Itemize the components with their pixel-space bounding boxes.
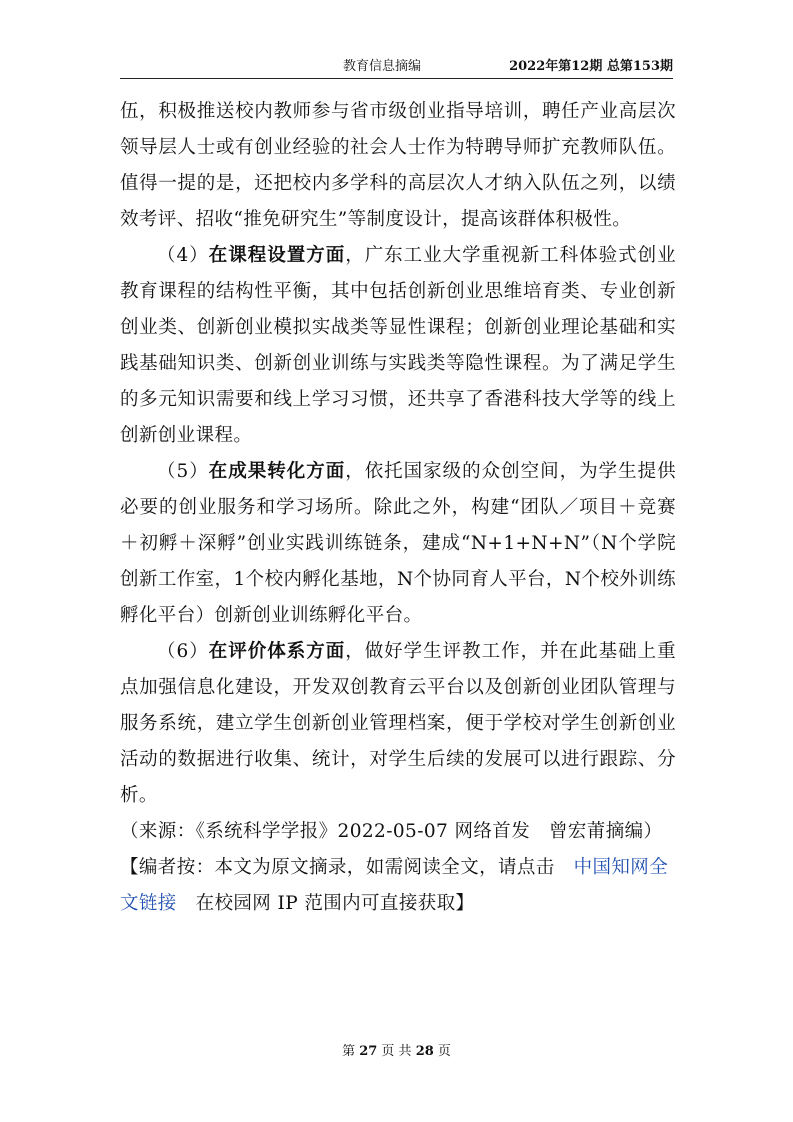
footer-suffix: 页 [433, 1044, 451, 1059]
paragraph-text: ，依托国家级的众创空间，为学生提供必要的创业服务和学习场所。除此之外，构建“团队／项目＋竞赛＋初孵＋深孵”创业实践训练链条，建成“N+1+N+N”（N个学院创新工作室，1个校内孵化基地，N个协同育人平台，N个校外训练孵化平台）创新创业训练孵化平台。 [120, 461, 676, 626]
footer-middle: 页 共 [377, 1044, 416, 1059]
editor-note-prefix: 【编者按：本文为原文摘录，如需阅读全文，请点击 [120, 857, 574, 878]
page-footer [0, 1040, 793, 1059]
section-heading: 在课程设置方面 [208, 245, 346, 266]
item-number: （4） [157, 245, 209, 266]
cnki-fulltext-link[interactable]: 中国知网全文链接 [120, 857, 669, 914]
source-citation: （来源：《系统科学学报》2022-05-07 网络首发 曾宏莆摘编） [120, 821, 663, 842]
issue-number: 2022年第12期 总第153期 [509, 59, 673, 74]
article-body [120, 94, 676, 922]
footer-prefix: 第 [342, 1044, 360, 1059]
total-pages: 28 [415, 1044, 434, 1059]
editor-note-suffix: 在校园网 IP 范围内可直接获取】 [176, 893, 475, 914]
item-number: （5） [157, 461, 209, 482]
paragraph-evaluation [120, 634, 676, 814]
item-number: （6） [157, 641, 209, 662]
section-heading: 在成果转化方面 [208, 461, 346, 482]
header-divider [120, 78, 673, 79]
current-page: 27 [359, 1044, 378, 1059]
editor-note [120, 850, 676, 922]
paragraph-text: ，做好学生评教工作，并在此基础上重点加强信息化建设，开发双创教育云平台以及创新创业团队管理与服务系统，建立学生创新创业管理档案，便于学校对学生创新创业活动的数据进行收集、统计，对学生后续的发展可以进行跟踪、分析。 [120, 641, 676, 806]
paragraph-achievement [120, 454, 676, 634]
paragraph-curriculum [120, 238, 676, 454]
paragraph-continuation: 伍，积极推送校内教师参与省市级创业指导培训，聘任产业高层次领导层人士或有创业经验的社会人士作为特聘导师扩充教师队伍。值得一提的是，还把校内多学科的高层次人才纳入队伍之列，以绩效考评、招收“推免研究生”等制度设计，提高该群体积极性。 [120, 101, 676, 230]
publication-name: 教育信息摘编 [343, 59, 422, 74]
page-header [120, 55, 673, 75]
section-heading: 在评价体系方面 [208, 641, 346, 662]
paragraph-text: ，广东工业大学重视新工科体验式创业教育课程的结构性平衡，其中包括创新创业思维培育类、专业创新创业类、创新创业模拟实战类等显性课程；创新创业理论基础和实践基础知识类、创新创业训练与实践类等隐性课程。为了满足学生的多元知识需要和线上学习习惯，还共享了香港科技大学等的线上创新创业课程。 [120, 245, 676, 446]
